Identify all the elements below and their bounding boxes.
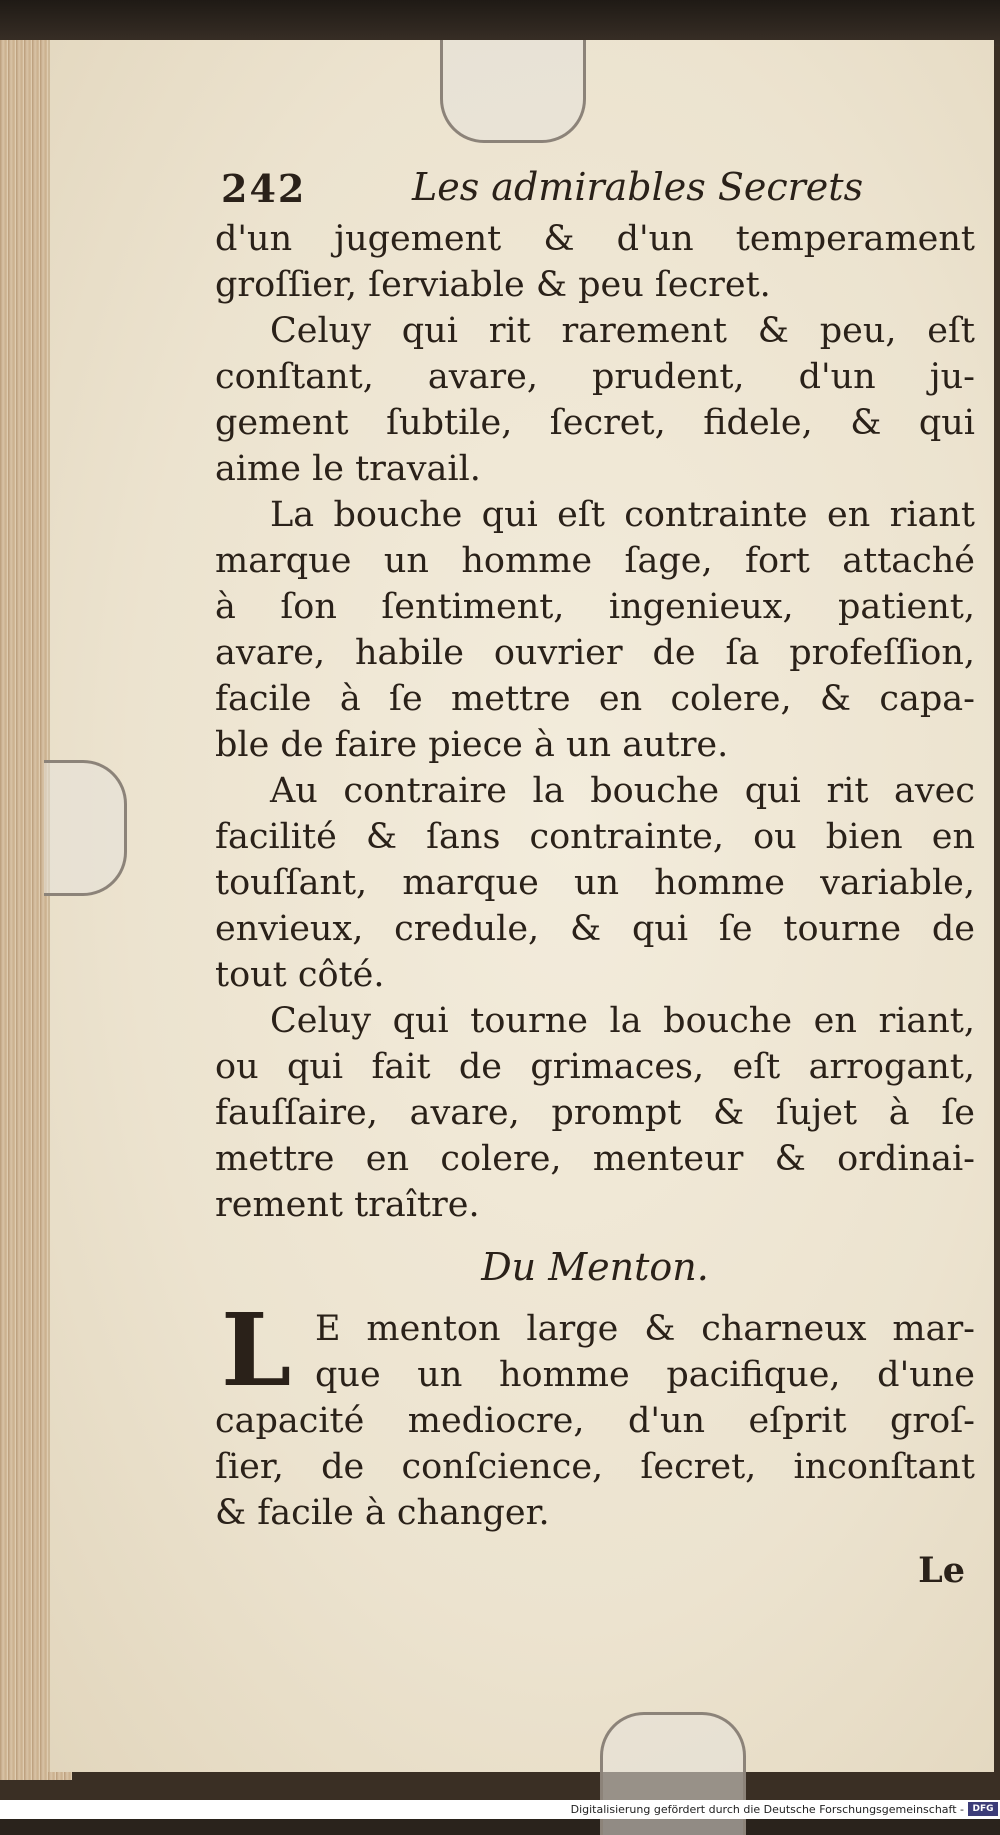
page-text-block	[215, 158, 975, 1594]
running-head-title: Les admirables Secrets	[412, 165, 864, 209]
text-line: avare, habile ouvrier de ſa profeſſion,	[215, 633, 975, 673]
text-line: capacité mediocre, d'un eſprit groſ-	[215, 1401, 975, 1441]
text-line: aime le travail.	[215, 449, 481, 489]
paragraph	[215, 768, 975, 998]
drop-cap: L	[221, 1291, 292, 1409]
text-line: mettre en colere, menteur & ordinai-	[215, 1139, 975, 1179]
text-line: conſtant, avare, prudent, d'un ju-	[215, 357, 975, 397]
text-line: tout côté.	[215, 955, 385, 995]
text-line: touſſant, marque un homme variable,	[215, 863, 975, 903]
paragraph	[215, 216, 975, 308]
text-line: fauſſaire, avare, prompt & ſujet à ſe	[215, 1093, 975, 1133]
section-heading: Du Menton.	[481, 1245, 709, 1289]
paragraph	[215, 492, 975, 768]
page-number: 242	[221, 166, 307, 211]
text-line: à ſon ſentiment, ingenieux, patient,	[215, 587, 975, 627]
text-line: groſſier, ſerviable & peu ſecret.	[215, 265, 771, 305]
text-line: & facile à changer.	[215, 1493, 550, 1533]
catchword: Le	[918, 1550, 965, 1591]
text-line: Celuy qui tourne la bouche en riant,	[270, 1001, 975, 1041]
funding-note: Digitalisierung gefördert durch die Deutsche Forschungsgemeinschaft -	[570, 1803, 964, 1816]
text-line: que un homme pacifique, d'une	[315, 1355, 975, 1395]
text-line: d'un jugement & d'un temperament	[215, 219, 975, 259]
text-line: E menton large & charneux mar-	[315, 1309, 975, 1349]
text-line: envieux, credule, & qui ſe tourne de	[215, 909, 975, 949]
text-line: marque un homme ſage, fort attaché	[215, 541, 975, 581]
paragraph	[215, 998, 975, 1228]
top-clip	[440, 40, 586, 143]
text-line: facile à ſe mettre en colere, & capa-	[215, 679, 975, 719]
text-line: La bouche qui eſt contrainte en riant	[270, 495, 975, 535]
dfg-logo: DFG	[968, 1802, 998, 1816]
text-line: ou qui fait de grimaces, eſt arrogant,	[215, 1047, 975, 1087]
text-line: ble de faire piece à un autre.	[215, 725, 729, 765]
text-line: rement traître.	[215, 1185, 480, 1225]
paragraph	[215, 308, 975, 492]
text-line: gement ſubtile, ſecret, fidele, & qui	[215, 403, 975, 443]
text-line: Celuy qui rit rarement & peu, eſt	[270, 311, 975, 351]
text-line: ſier, de conſcience, ſecret, inconſtant	[215, 1447, 975, 1487]
section-paragraph	[215, 1291, 975, 1536]
text-line: Au contraire la bouche qui rit avec	[270, 771, 975, 811]
text-line: facilité & ſans contrainte, ou bien en	[215, 817, 975, 857]
running-head	[215, 158, 975, 216]
left-clip	[44, 760, 127, 896]
